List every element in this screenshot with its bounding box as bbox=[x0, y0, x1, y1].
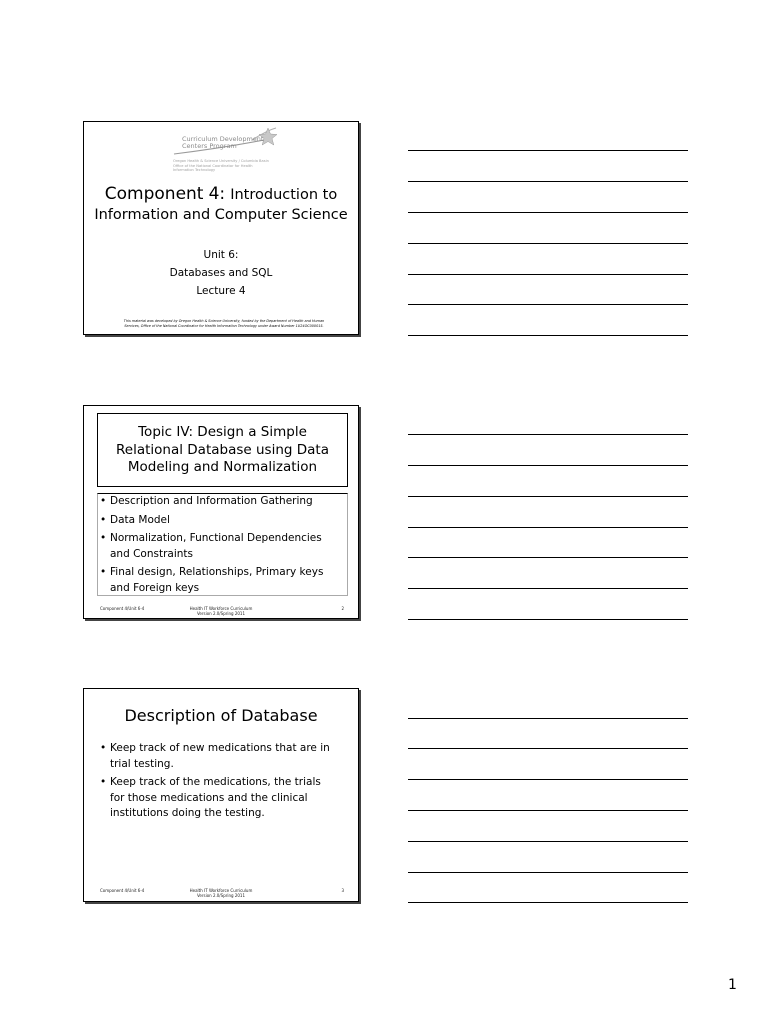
note-line bbox=[408, 588, 688, 589]
footer-center: Health IT Workforce Curriculum Version 2.0/Spring 2011 bbox=[189, 606, 253, 616]
curriculum-logo bbox=[172, 126, 282, 180]
subtitle: Databases and SQL bbox=[169, 267, 273, 279]
slide-title: Component 4: Introduction to Information and Computer Science bbox=[84, 184, 358, 225]
slide-title-line2: Information and Computer Science bbox=[94, 207, 348, 223]
list-item: • Final design, Relationships, Primary keys and Foreign keys bbox=[98, 565, 344, 596]
bullet-list bbox=[98, 494, 344, 599]
note-line bbox=[408, 810, 688, 811]
note-line bbox=[408, 527, 688, 528]
note-line bbox=[408, 150, 688, 151]
footer-center: Health IT Workforce Curriculum Version 2.0/Spring 2011 bbox=[189, 888, 253, 898]
note-line bbox=[408, 779, 688, 780]
note-line bbox=[408, 748, 688, 749]
logo-subtitle: Oregon Health & Science University / Columbia Basin Office of the National Coordinator for Health Information Technology bbox=[173, 159, 269, 173]
note-line bbox=[408, 872, 688, 873]
note-line bbox=[408, 335, 688, 336]
page-number: 1 bbox=[728, 977, 737, 993]
list-item: • Normalization, Functional Dependencies and Constraints bbox=[98, 531, 344, 562]
bullet-list-box bbox=[97, 493, 348, 596]
note-line bbox=[408, 557, 688, 558]
slide-number: 2 bbox=[341, 606, 344, 611]
list-item: • Keep track of the medications, the trials for those medications and the clinical institutions doing the testing. bbox=[98, 775, 348, 822]
note-line bbox=[408, 243, 688, 244]
bullet-list bbox=[98, 741, 348, 825]
note-line bbox=[408, 718, 688, 719]
note-line bbox=[408, 902, 688, 903]
note-line bbox=[408, 434, 688, 435]
slide-2 bbox=[83, 405, 359, 619]
list-item: • Description and Information Gathering bbox=[98, 494, 344, 510]
note-line bbox=[408, 274, 688, 275]
footer-left: Component 4/Unit 6-4 bbox=[100, 888, 145, 893]
funding-notice: This material was developed by Oregon Health & Science University, funded by the Department of Health and Human Services, Office of the National Coordinator for Health Information Technology under Award Number 1U24OC000015. bbox=[123, 319, 325, 328]
list-item: • Keep track of new medications that are in trial testing. bbox=[98, 741, 348, 772]
lecture-label: Lecture 4 bbox=[196, 285, 246, 297]
slide-title-box bbox=[97, 413, 348, 487]
slide-1 bbox=[83, 121, 359, 335]
note-line bbox=[408, 212, 688, 213]
note-line bbox=[408, 304, 688, 305]
slide-title: Description of Database bbox=[124, 706, 318, 725]
slide-number: 3 bbox=[341, 888, 344, 893]
logo-title: Curriculum Development Centers Program bbox=[182, 135, 264, 150]
note-line bbox=[408, 465, 688, 466]
note-line bbox=[408, 181, 688, 182]
note-line bbox=[408, 841, 688, 842]
note-line bbox=[408, 619, 688, 620]
note-line bbox=[408, 496, 688, 497]
slide-3 bbox=[83, 688, 359, 902]
unit-label: Unit 6: bbox=[203, 249, 239, 261]
footer-left: Component 4/Unit 6-4 bbox=[100, 606, 145, 611]
slide-title: Topic IV: Design a Simple Relational Database using Data Modeling and Normalization bbox=[116, 424, 329, 475]
list-item: • Data Model bbox=[98, 513, 344, 529]
